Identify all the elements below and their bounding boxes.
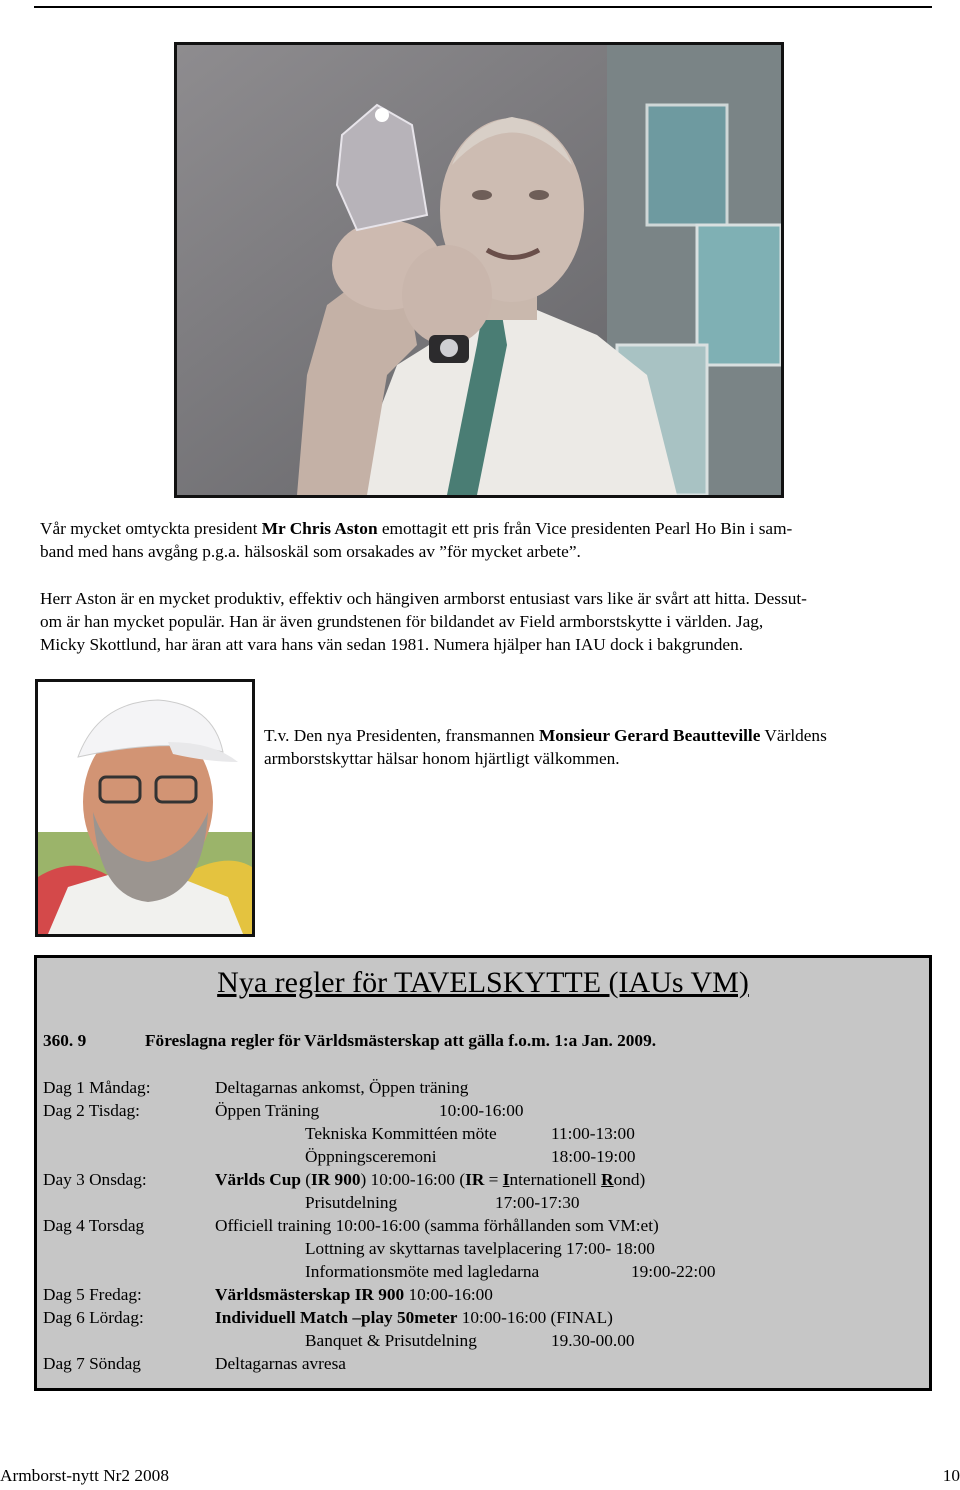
rules-description: Föreslagna regler för Världsmästerskap att gälla f.o.m. 1:a Jan. 2009. [145, 1031, 657, 1050]
d6-text: 10:00-16:00 (FINAL) [457, 1308, 613, 1327]
schedule-day: Dag 6 Lördag: [43, 1308, 144, 1327]
schedule-time: 18:00-19:00 [551, 1147, 636, 1166]
paragraph-new-president [264, 724, 934, 770]
p3-line2: armborstskyttar hälsar honom hjärtligt välkommen. [264, 749, 620, 768]
d3-t1: ( [300, 1170, 312, 1189]
schedule-activity: Prisutdelning [305, 1193, 398, 1212]
schedule-activity: Officiell training 10:00-16:00 (samma förhållanden som VM:et) [215, 1216, 659, 1235]
schedule-day: Dag 2 Tisdag: [43, 1101, 140, 1120]
d3-t3: = [484, 1170, 503, 1189]
p3-text-b: Världens [760, 726, 827, 745]
d6-bold: Individuell Match –play 50meter [215, 1308, 458, 1327]
p3-name: Monsieur Gerard Beautteville [538, 726, 761, 745]
schedule-day: Dag 5 Fredag: [43, 1285, 142, 1304]
p2-line1: Herr Aston är en mycket produktiv, effektiv och hängiven armborst entusiast vars like är svårt att hitta. Dessut- [40, 589, 807, 608]
schedule-activity [215, 1168, 645, 1191]
photo-chris-aston [174, 42, 784, 498]
rules-box [34, 955, 932, 1391]
schedule-day: Dag 1 Måndag: [43, 1078, 151, 1097]
schedule-activity: Deltagarnas avresa [215, 1354, 346, 1373]
p1-text-b: emottagit ett pris från Vice presidenten Pearl Ho Bin i sam- [377, 519, 793, 538]
d5-bold: Världsmästerskap IR 900 [215, 1285, 405, 1304]
schedule-time: 10:00-16:00 [439, 1101, 524, 1120]
schedule-activity: Informationsmöte med lagledarna [305, 1262, 540, 1281]
p1-line2: band med hans avgång p.g.a. hälsoskäl som orsakades av ”för mycket arbete”. [40, 542, 581, 561]
schedule-activity: Lottning av skyttarnas tavelplacering 17:00- 18:00 [305, 1239, 655, 1258]
d3-t4: nternationell [509, 1170, 602, 1189]
d3-bold2: IR 900 [311, 1170, 361, 1189]
paragraph-president [40, 517, 930, 563]
schedule-day: Dag 7 Söndag [43, 1354, 141, 1373]
schedule-activity: Banquet & Prisutdelning [305, 1331, 477, 1350]
d3-t2: ) 10:00-16:00 ( [360, 1170, 466, 1189]
d3-R: R [601, 1170, 614, 1189]
photo-gerard-beautteville [35, 679, 255, 937]
schedule-time: 19.30-00.00 [551, 1331, 635, 1350]
paragraph-aston [40, 587, 930, 656]
p2-line3: Micky Skottlund, har äran att vara hans vän sedan 1981. Numera hjälper han IAU dock i bakgrunden. [40, 635, 744, 654]
schedule-time: 19:00-22:00 [631, 1262, 716, 1281]
d3-t5: ond) [613, 1170, 646, 1189]
schedule-activity: Deltagarnas ankomst, Öppen träning [215, 1078, 469, 1097]
p3-text-a: T.v. Den nya Presidenten, fransmannen [264, 726, 539, 745]
d3-I: I [502, 1170, 510, 1189]
p1-name: Mr Chris Aston [261, 519, 378, 538]
schedule-activity: Tekniska Kommittéen möte [305, 1124, 497, 1143]
schedule-day: Dag 4 Torsdag [43, 1216, 145, 1235]
p1-text-a: Vår mycket omtyckta president [40, 519, 262, 538]
rules-subheading [43, 1031, 657, 1051]
schedule-activity: Öppningsceremoni [305, 1147, 437, 1166]
d3-bold3: IR [465, 1170, 485, 1189]
schedule-activity [215, 1306, 613, 1329]
rules-number: 360. 9 [43, 1031, 87, 1050]
schedule-day: Day 3 Onsdag: [43, 1170, 147, 1189]
d5-time: 10:00-16:00 [404, 1285, 493, 1304]
footer-page-number: 10 [942, 1466, 960, 1485]
schedule-time: 11:00-13:00 [551, 1124, 635, 1143]
p2-line2: om är han mycket populär. Han är även grundstenen för bildandet av Field armborstskytte i världen. Jag, [40, 612, 764, 631]
rules-title: Nya regler för TAVELSKYTTE (IAUs VM) [217, 966, 749, 999]
footer-publication: Armborst-nytt Nr2 2008 [0, 1466, 169, 1485]
schedule-activity: Öppen Träning [215, 1101, 320, 1120]
top-rule [34, 6, 932, 8]
schedule-time: 17:00-17:30 [495, 1193, 580, 1212]
schedule-activity [215, 1283, 493, 1306]
d3-bold1: Världs Cup [215, 1170, 301, 1189]
